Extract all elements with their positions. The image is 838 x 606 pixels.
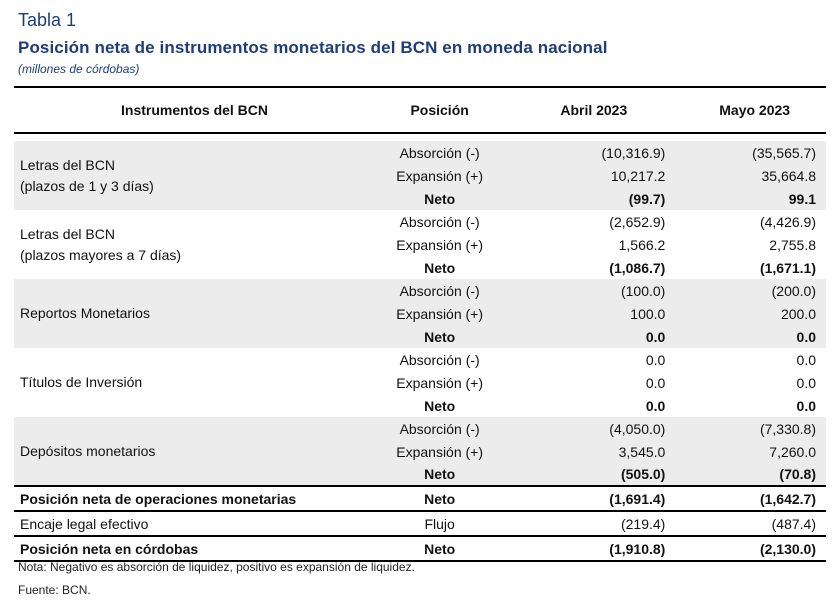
- mayo-value-cell: 200.0: [683, 302, 826, 325]
- position-cell: Neto: [375, 463, 504, 486]
- abril-value-cell: 0.0: [504, 325, 683, 348]
- instrument-label-line: Letras del BCN: [20, 225, 115, 242]
- position-cell: Absorción (-): [375, 279, 504, 302]
- summary-body: [14, 486, 826, 561]
- mayo-value-cell: (1,671.1): [759, 259, 816, 276]
- instrument-group: [14, 348, 826, 417]
- summary-row: [14, 486, 826, 511]
- mayo-value-cell: (70.8): [683, 463, 826, 486]
- mayo-value-cell: (1,642.7): [683, 486, 826, 511]
- column-header-abril: Abril 2023: [504, 87, 683, 133]
- position-cell: Absorción (-): [399, 351, 480, 368]
- mayo-value-cell: 0.0: [683, 325, 826, 348]
- position-cell: Neto: [375, 187, 504, 210]
- abril-value-cell: (10,316.9): [504, 141, 683, 164]
- summary-label: Posición neta de operaciones monetarias: [14, 486, 375, 511]
- monetary-position-table: [14, 86, 826, 562]
- instrument-group: [14, 417, 826, 486]
- position-cell: Expansión (+): [375, 440, 504, 463]
- position-cell: Neto: [424, 259, 456, 276]
- instrument-label-line: (plazos de 1 y 3 días): [20, 177, 154, 194]
- instrument-label: [14, 210, 375, 279]
- abril-value-cell: (4,050.0): [504, 417, 683, 440]
- column-header-posicion: Posición: [375, 87, 504, 133]
- position-cell: Absorción (-): [375, 141, 504, 164]
- mayo-value-cell: 99.1: [683, 187, 826, 210]
- mayo-value-cell: 0.0: [796, 397, 816, 414]
- abril-value-cell: 1,566.2: [618, 236, 666, 253]
- table-row: [14, 279, 826, 302]
- instrument-group: [14, 210, 826, 279]
- instrument-label-line: Depósitos monetarios: [20, 442, 156, 459]
- header-row: [14, 87, 826, 133]
- position-cell: Flujo: [375, 511, 504, 536]
- abril-value-cell: 0.0: [645, 374, 666, 391]
- summary-row: [14, 536, 826, 561]
- abril-value-cell: (1,691.4): [504, 486, 683, 511]
- table-row: [14, 141, 826, 164]
- abril-value-cell: 3,545.0: [504, 440, 683, 463]
- instrument-group: [14, 279, 826, 348]
- summary-label: Posición neta en córdobas: [14, 536, 375, 561]
- abril-value-cell: 10,217.2: [504, 164, 683, 187]
- summary-label: Encaje legal efectivo: [14, 511, 375, 536]
- table-row: [14, 417, 826, 440]
- mayo-value-cell: 0.0: [796, 374, 816, 391]
- position-cell: Neto: [375, 536, 504, 561]
- position-cell: Expansión (+): [375, 302, 504, 325]
- mayo-value-cell: (4,426.9): [759, 213, 816, 230]
- abril-value-cell: 0.0: [645, 351, 666, 368]
- abril-value-cell: (2,652.9): [609, 213, 666, 230]
- mayo-value-cell: (35,565.7): [683, 141, 826, 164]
- position-cell: Absorción (-): [399, 213, 480, 230]
- instrument-label: [14, 348, 375, 417]
- mayo-value-cell: 2,755.8: [769, 236, 816, 253]
- position-cell: Neto: [375, 486, 504, 511]
- table-source: Fuente: BCN.: [18, 583, 91, 597]
- table-note: Nota: Negativo es absorción de liquidez, positivo es expansión de liquidez.: [18, 560, 415, 574]
- abril-value-cell: (99.7): [504, 187, 683, 210]
- abril-value-cell: 0.0: [645, 397, 666, 414]
- position-cell: Neto: [424, 397, 456, 414]
- mayo-value-cell: (487.4): [683, 511, 826, 536]
- summary-row: [14, 511, 826, 536]
- abril-value-cell: 100.0: [504, 302, 683, 325]
- instrument-label: [14, 417, 375, 486]
- position-cell: Absorción (-): [375, 417, 504, 440]
- table-row: [14, 348, 826, 371]
- table-title: Posición neta de instrumentos monetarios del BCN en moneda nacional: [18, 38, 608, 57]
- mayo-value-cell: 0.0: [796, 351, 816, 368]
- mayo-value-cell: (200.0): [683, 279, 826, 302]
- position-cell: Expansión (+): [396, 236, 484, 253]
- instrument-label-line: Letras del BCN: [20, 156, 115, 173]
- position-cell: Neto: [375, 325, 504, 348]
- mayo-value-cell: (7,330.8): [683, 417, 826, 440]
- instrument-label-line: (plazos mayores a 7 días): [20, 246, 182, 263]
- position-cell: Expansión (+): [396, 374, 484, 391]
- instrument-label: [14, 279, 375, 348]
- instrument-label-line: Reportos Monetarios: [20, 305, 150, 321]
- instrument-group: [14, 141, 826, 210]
- position-cell: Expansión (+): [375, 164, 504, 187]
- mayo-value-cell: 7,260.0: [683, 440, 826, 463]
- abril-value-cell: (219.4): [504, 511, 683, 536]
- table-subtitle: (millones de córdobas): [18, 62, 140, 76]
- abril-value-cell: (100.0): [504, 279, 683, 302]
- abril-value-cell: (1,910.8): [504, 536, 683, 561]
- mayo-value-cell: 35,664.8: [683, 164, 826, 187]
- table-number: Tabla 1: [18, 10, 77, 30]
- abril-value-cell: (1,086.7): [609, 259, 666, 276]
- column-header-instrumentos: Instrumentos del BCN: [14, 87, 375, 133]
- instrument-label-line: Títulos de Inversión: [20, 374, 143, 390]
- abril-value-cell: (505.0): [504, 463, 683, 486]
- table-row: [14, 210, 826, 233]
- column-header-mayo: Mayo 2023: [683, 87, 826, 133]
- instrument-label: [14, 141, 375, 210]
- mayo-value-cell: (2,130.0): [683, 536, 826, 561]
